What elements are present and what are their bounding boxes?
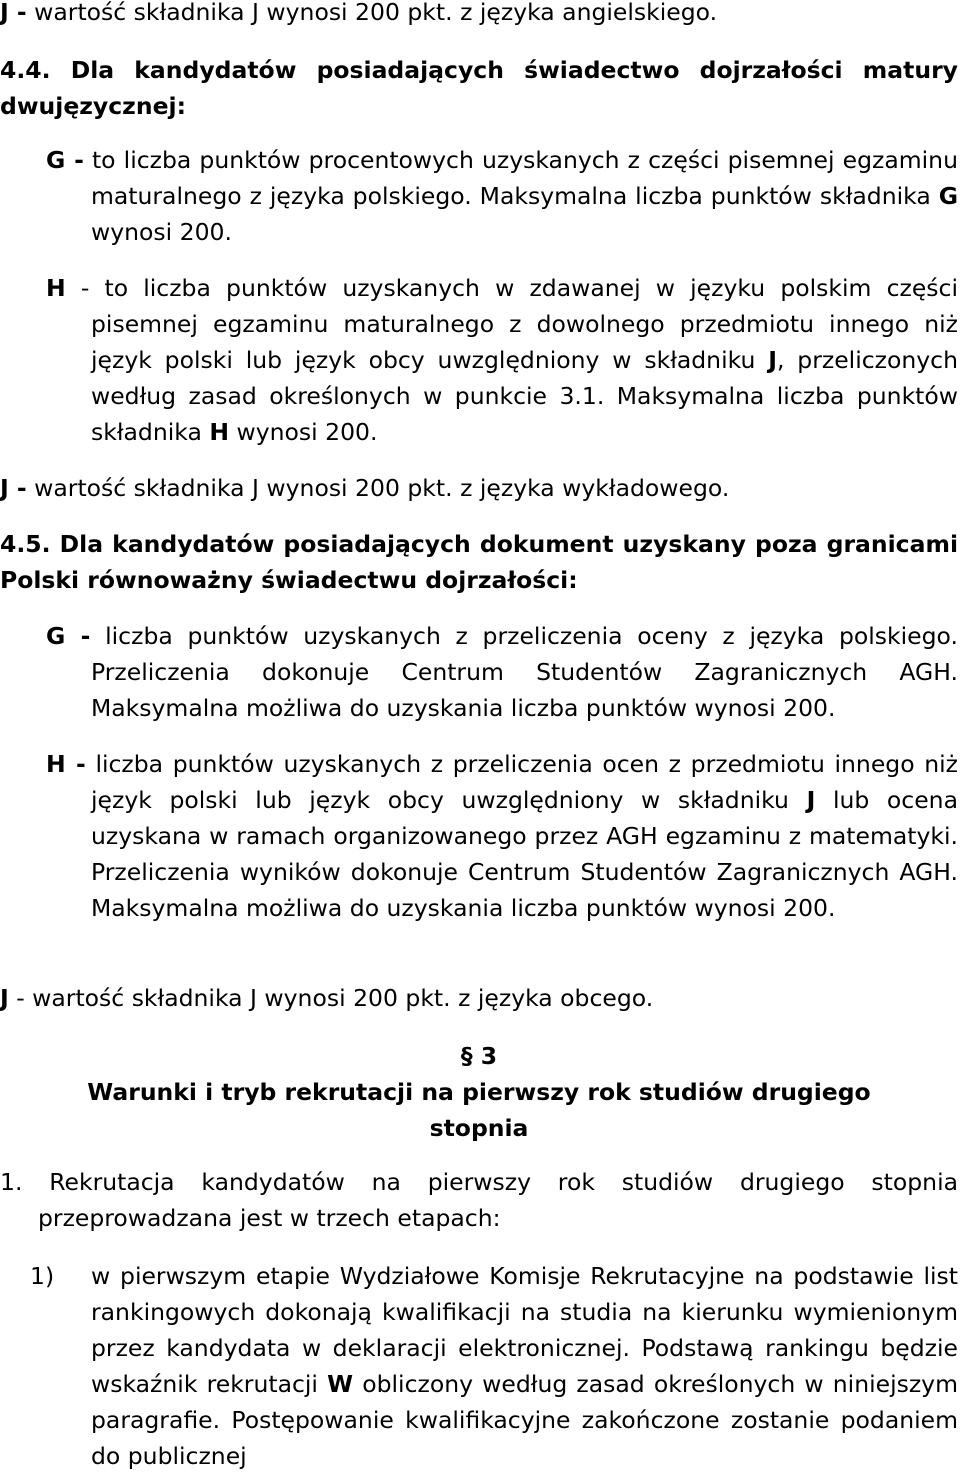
paragraph-title: Warunki i tryb rekrutacji na pierwszy rok studiów drugiego stopnia (87, 1078, 871, 1142)
list-item-number: 1) (30, 1262, 55, 1290)
list-item-1: 1) w pierwszym etapie Wydziałowe Komisje Rekrutacyjne na podstawie list rankingowych dokonają kwalifikacji na studia na kierunku wymienionym przez kandydata w deklaracji elektronicznej. Podstawą rankingu będzie wskaźnik rekrutacji W obliczony według zasad określonych w niniejszym paragrafie. Postępowanie kwalifikacyjne zakończone zostanie podaniem do publicznej (0, 1258, 958, 1474)
section-4-4-h: H - to liczba punktów uzyskanych w zdawanej w języku polskim części pisemnej egzaminu maturalnego z dowolnego przedmiotu innego niż język polski lub język obcy uwzględniony w składniku J, przeliczonych według zasad określonych w punkcie 3.1. Maksymalna liczba punktów składnika H wynosi 200. (46, 274, 958, 446)
point-1: 1. Rekrutacja kandydatów na pierwszy rok studiów drugiego stopnia przeprowadzana jest w trzech etapach: (0, 1168, 958, 1232)
section-4-4-g: G - to liczba punktów procentowych uzyskanych z części pisemnej egzaminu maturalnego z języka polskiego. Maksymalna liczba punktów składnika G wynosi 200. (46, 146, 958, 246)
section-4-5-j: J - wartość składnika J wynosi 200 pkt. z języka obcego. (0, 984, 654, 1012)
section-4-5-g: G - liczba punktów uzyskanych z przeliczenia oceny z języka polskiego. Przeliczenia dokonuje Centrum Studentów Zagranicznych AGH. Maksymalna możliwa do uzyskania liczba punktów wynosi 200. (46, 622, 958, 722)
paragraph-sign: § 3 (460, 1042, 498, 1070)
j-top-line: J - wartość składnika J wynosi 200 pkt. z języka angielskiego. (0, 0, 718, 26)
section-4-5-h: H - liczba punktów uzyskanych z przeliczenia ocen z przedmiotu innego niż język polski lub język obcy uwzględniony w składniku J lub ocena uzyskana w ramach organizowanego przez AGH egzaminu z matematyki. Przeliczenia wyników dokonuje Centrum Studentów Zagranicznych AGH. Maksymalna możliwa do uzyskania liczba punktów wynosi 200. (46, 750, 958, 922)
section-4-4-heading: 4.4. Dla kandydatów posiadających świadectwo dojrzałości matury dwujęzycznej: (0, 56, 958, 120)
section-4-4-j: J - wartość składnika J wynosi 200 pkt. z języka wykładowego. (0, 474, 730, 502)
section-4-5-heading: 4.5. Dla kandydatów posiadających dokument uzyskany poza granicami Polski równoważny świadectwu dojrzałości: (0, 530, 959, 594)
